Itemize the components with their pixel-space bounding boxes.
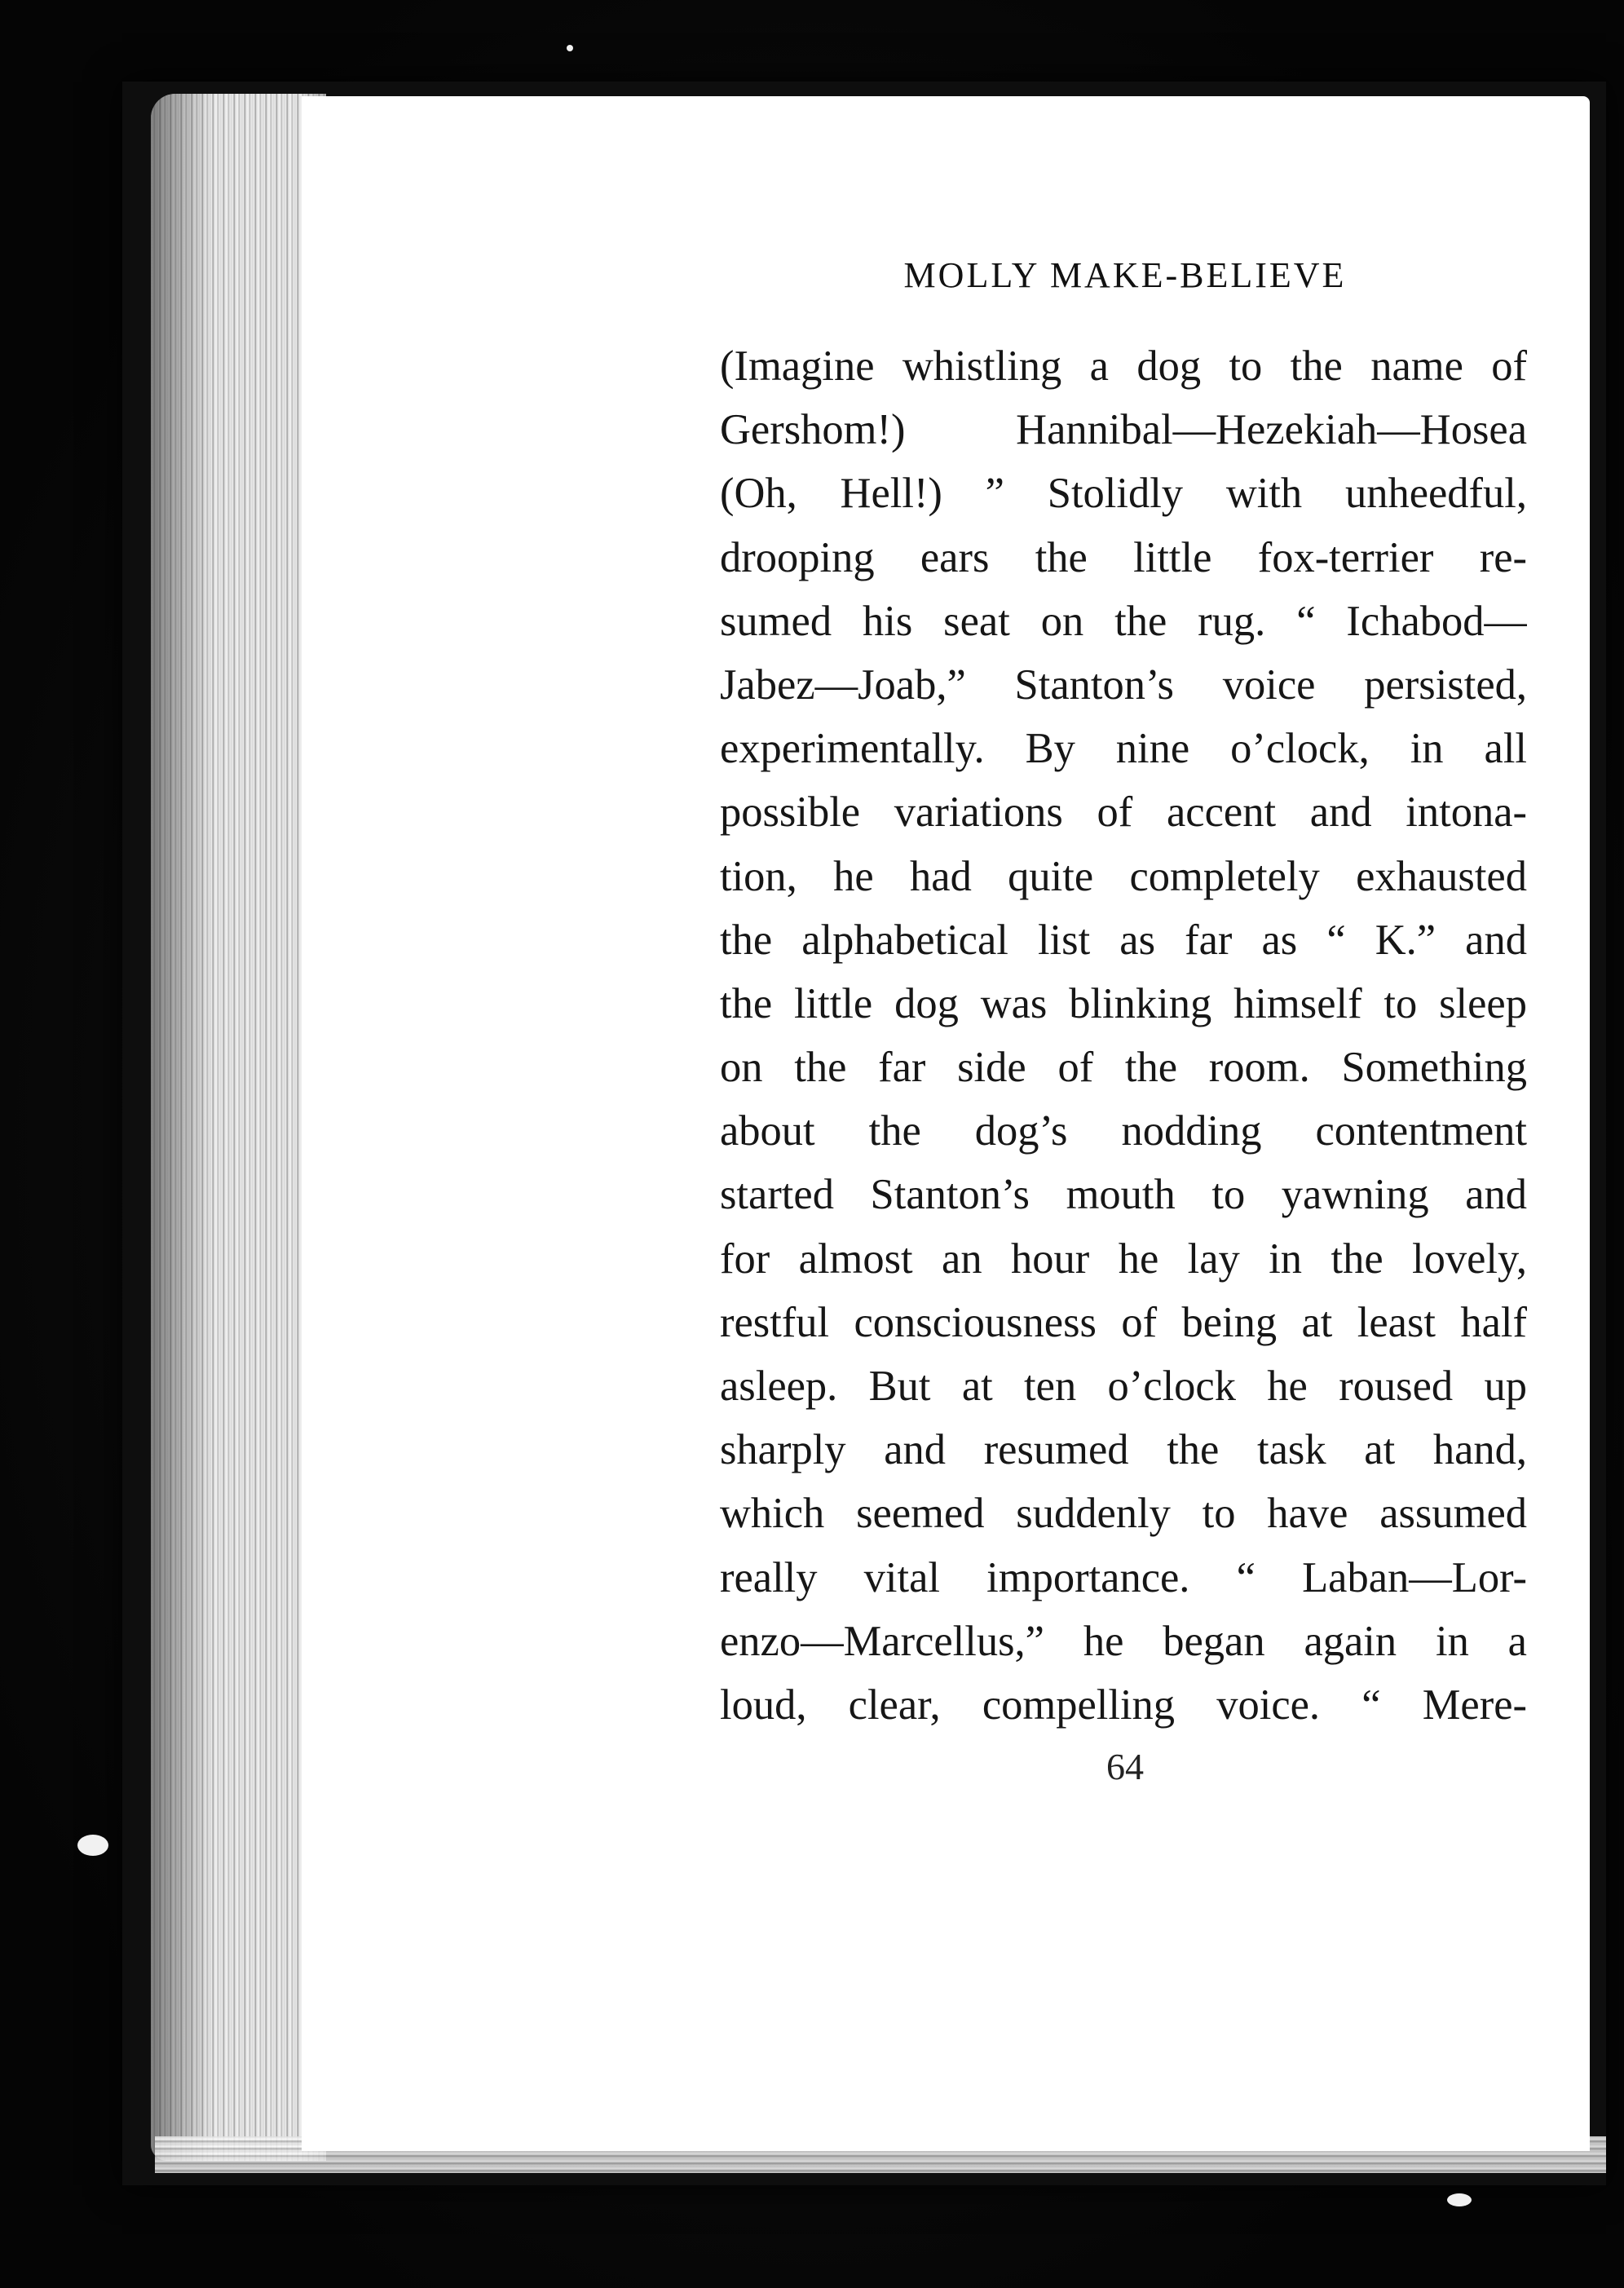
text-line: for almost an hour he lay in the lovely, [720,1235,1527,1283]
text-line: tion, he had quite completely exhausted [720,852,1527,900]
dust-speck [1447,2193,1472,2206]
text-line: the little dog was blinking himself to sleep [720,979,1527,1027]
text-line: Gershom!) Hannibal—Hezekiah—Hosea [720,406,1527,454]
text-line: enzo—Marcellus,” he began again in a [720,1617,1527,1665]
text-line: sumed his seat on the rug. “ Ichabod— [720,597,1527,645]
page-stack-edges [151,94,326,2161]
text-line: (Imagine whistling a dog to the name of [720,342,1527,390]
text-line: experimentally. By nine o’clock, in all [720,725,1527,773]
text-line: restful consciousness of being at least half [720,1298,1527,1346]
text-line: started Stanton’s mouth to yawning and [720,1171,1527,1219]
dust-speck [77,1835,108,1856]
dust-speck [567,45,573,51]
text-line: loud, clear, compelling voice. “ Mere- [720,1681,1527,1729]
text-line: Jabez—Joab,” Stanton’s voice persisted, [720,660,1527,709]
text-line: the alphabetical list as far as “ K.” and [720,916,1527,964]
running-head: MOLLY MAKE-BELIEVE [903,255,1347,295]
text-line: sharply and resumed the task at hand, [720,1426,1527,1474]
text-line: drooping ears the little fox-terrier re- [720,533,1527,581]
text-line: really vital importance. “ Laban—Lor- [720,1553,1527,1601]
text-line: on the far side of the room. Something [720,1044,1527,1092]
text-line: about the dog’s nodding contentment [720,1107,1527,1155]
text-line: asleep. But at ten o’clock he roused up [720,1363,1527,1410]
text-line: which seemed suddenly to have assumed [720,1490,1527,1538]
text-line: possible variations of accent and intona- [720,788,1527,837]
page-number: 64 [1106,1746,1144,1787]
text-line: (Oh, Hell!) ” Stolidly with unheedful, [720,470,1527,518]
body-text [720,334,1527,1737]
